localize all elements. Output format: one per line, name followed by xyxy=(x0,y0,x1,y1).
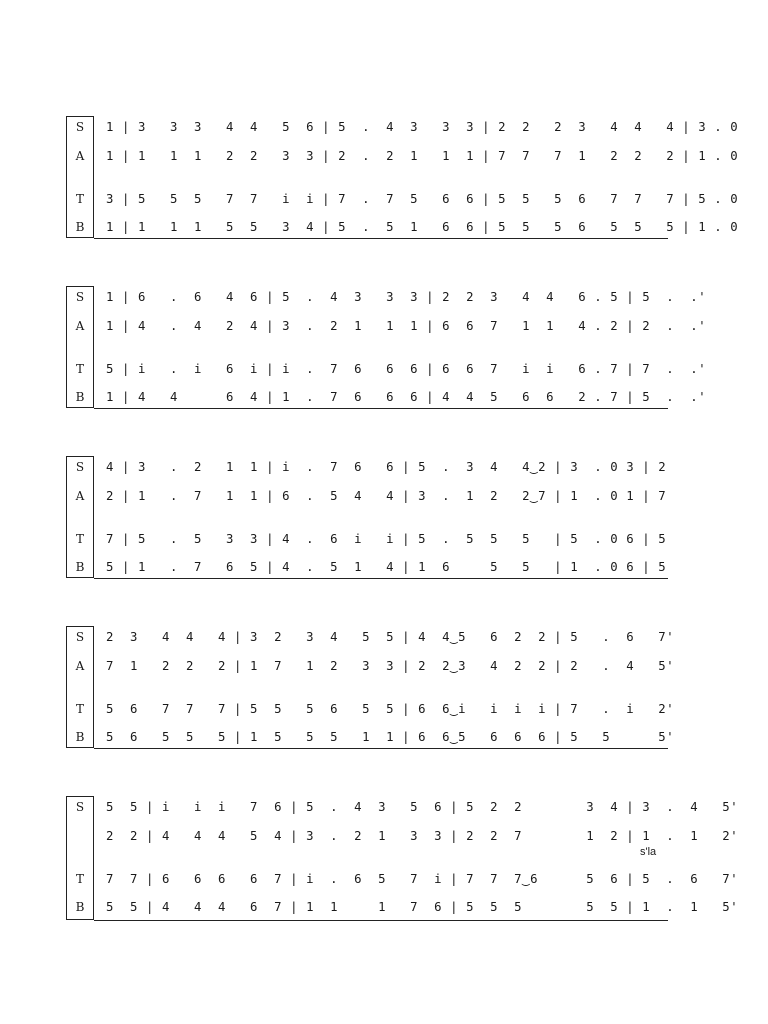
alto-line: 1 | 1 1 1 2 2 3 3 | 2 . 2 1 1 1 | 7 7 7 1 2 2 2 | 1 . 0 xyxy=(106,149,739,163)
alto-line: 2 | 1 . 7 1 1 | 6 . 5 4 4 | 3 . 1 2 2‿7 | 1 . 0 1 | 7 xyxy=(106,489,667,503)
voice-label-s: S xyxy=(75,630,85,644)
voice-label-b: B xyxy=(75,220,85,234)
alto-line: 2 2 | 4 4 4 5 4 | 3 . 2 1 3 3 | 2 2 7 1 2 | 1 . 1 2' xyxy=(106,829,739,843)
voice-label-b: B xyxy=(75,900,85,914)
voice-label-s: S xyxy=(75,800,85,814)
voice-label-a: A xyxy=(75,659,85,673)
voice-label-t: T xyxy=(75,872,84,886)
tenor-line: 7 | 5 . 5 3 3 | 4 . 6 i i | 5 . 5 5 5 | 5 . 0 6 | 5 xyxy=(106,532,667,546)
soprano-line: 1 | 6 . 6 4 6 | 5 . 4 3 3 3 | 2 2 3 4 4 6 . 5 | 5 . .' xyxy=(106,290,707,304)
voice-label-a: A xyxy=(75,489,85,503)
bass-line: 1 | 1 1 1 5 5 3 4 | 5 . 5 1 6 6 | 5 5 5 6 5 5 5 | 1 . 0 xyxy=(106,220,739,234)
alto-line: 7 1 2 2 2 | 1 7 1 2 3 3 | 2 2‿3 4 2 2 | 2 . 4 5' xyxy=(106,659,675,673)
tenor-line: 5 | i . i 6 i | i . 7 6 6 6 | 6 6 7 i i 6 . 7 | 7 . .' xyxy=(106,362,707,376)
system-rule xyxy=(94,238,668,239)
alto-line: 1 | 4 . 4 2 4 | 3 . 2 1 1 1 | 6 6 7 1 1 4 . 2 | 2 . .' xyxy=(106,319,707,333)
soprano-line: 1 | 3 3 3 4 4 5 6 | 5 . 4 3 3 3 | 2 2 2 3 4 4 4 | 3 . 0 xyxy=(106,120,739,134)
voice-label-s: S xyxy=(75,290,85,304)
voice-label-b: B xyxy=(75,390,85,404)
voice-label-s: S xyxy=(75,460,85,474)
bass-line: 1 | 4 4 6 4 | 1 . 7 6 6 6 | 4 4 5 6 6 2 . 7 | 5 . .' xyxy=(106,390,707,404)
tenor-line: 3 | 5 5 5 7 7 i i | 7 . 7 5 6 6 | 5 5 5 6 7 7 7 | 5 . 0 xyxy=(106,192,739,206)
voice-label-b: B xyxy=(75,730,85,744)
tenor-line: 5 6 7 7 7 | 5 5 5 6 5 5 | 6 6‿i i i i | 7 . i 2' xyxy=(106,702,675,716)
soprano-line: 5 5 | i i i 7 6 | 5 . 4 3 5 6 | 5 2 2 3 4 | 3 . 4 5' xyxy=(106,800,739,814)
voice-label-b: B xyxy=(75,560,85,574)
system-rule xyxy=(94,920,668,921)
tenor-line: 7 7 | 6 6 6 6 7 | i . 6 5 7 i | 7 7 7‿6 5 6 | 5 . 6 7' xyxy=(106,872,739,886)
voice-label-t: T xyxy=(75,192,84,206)
voice-label-t: T xyxy=(75,362,84,376)
voice-label-a: A xyxy=(75,149,85,163)
system-rule xyxy=(94,408,668,409)
bass-line: 5 5 | 4 4 4 6 7 | 1 1 1 7 6 | 5 5 5 5 5 | 1 . 1 5' xyxy=(106,900,739,914)
bass-line: 5 | 1 . 7 6 5 | 4 . 5 1 4 | 1 6 5 5 | 1 . 0 6 | 5 xyxy=(106,560,667,574)
system-rule xyxy=(94,748,668,749)
soprano-line: 4 | 3 . 2 1 1 | i . 7 6 6 | 5 . 3 4 4‿2 | 3 . 0 3 | 2 xyxy=(106,460,667,474)
system-rule xyxy=(94,578,668,579)
voice-label-s: S xyxy=(75,120,85,134)
voice-label-t: T xyxy=(75,702,84,716)
soprano-line: 2 3 4 4 4 | 3 2 3 4 5 5 | 4 4‿5 6 2 2 | 5 . 6 7' xyxy=(106,630,675,644)
voice-label-a: A xyxy=(75,319,85,333)
bass-line: 5 6 5 5 5 | 1 5 5 5 1 1 | 6 6‿5 6 6 6 | 5 5 5' xyxy=(106,730,675,744)
voice-label-t: T xyxy=(75,532,84,546)
lyric-text: s'la xyxy=(640,846,657,858)
